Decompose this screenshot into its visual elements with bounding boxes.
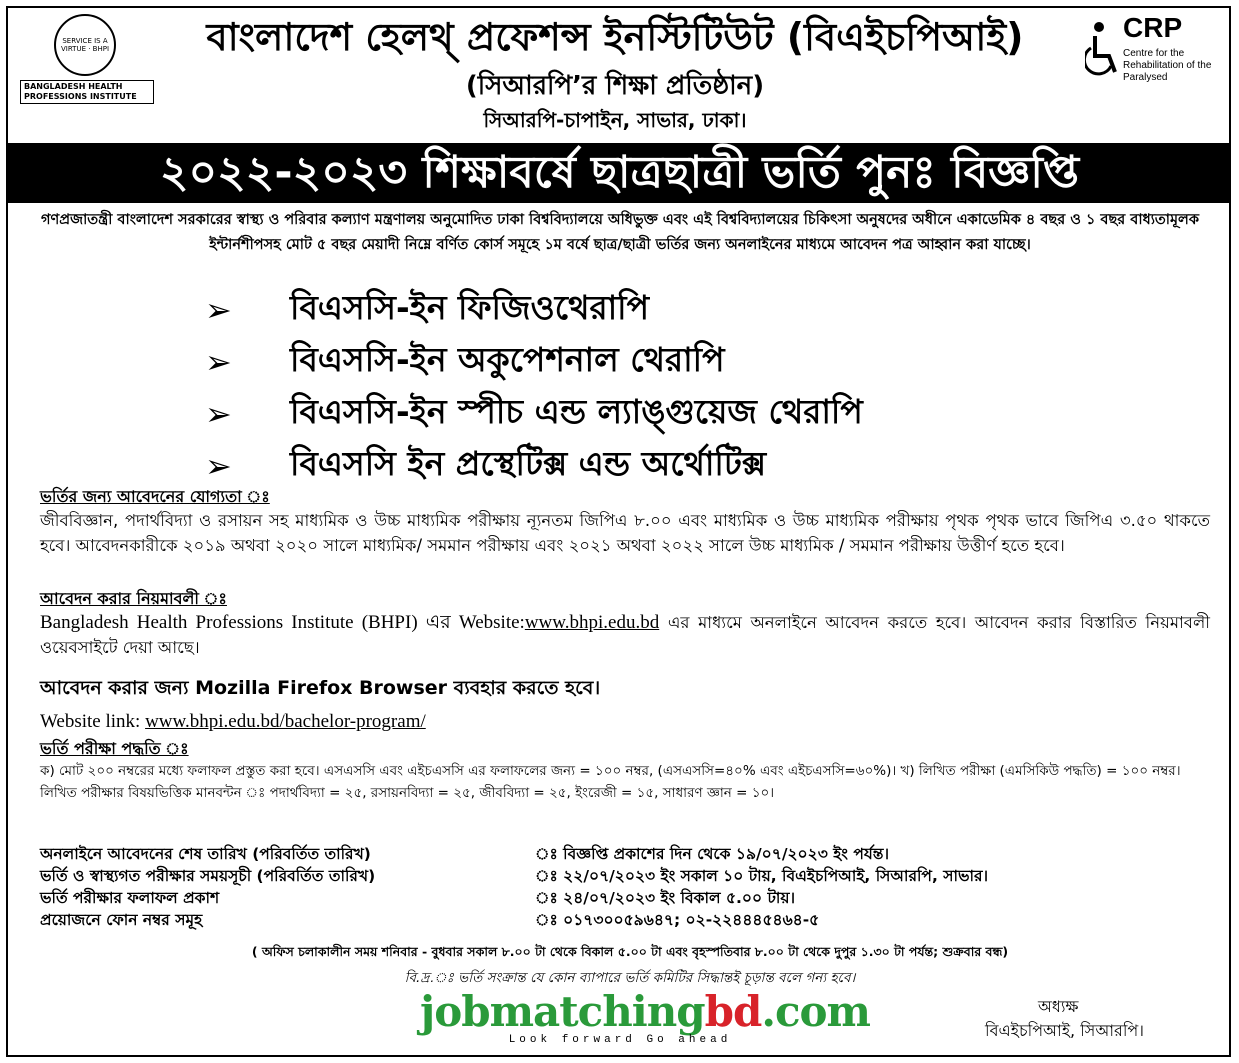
exam-line-2: লিখিত পরীক্ষার বিষয়ভিত্তিক মানবন্টন ঃ পদার্থবিদ্যা = ২৫, রসায়নবিদ্যা = ২৫, জীববিদ্যা = ২৫, ইংরেজী = ১৫, সাধারণ জ্ঞান = ১০। (40, 785, 775, 801)
table-row: ভর্তি ও স্বাস্থ্যগত পরীক্ষার সময়সূচী (পরিবর্তিত তারিখ) ঃ ২২/০৭/২০২৩ ইং সকাল ১০ টায়, বিএইচপিআই, সিআরপি, সাভার। (40, 867, 989, 885)
crp-logo (1085, 12, 1225, 112)
rules-title: আবেদন করার নিয়মাবলী ঃ (40, 589, 227, 608)
website-link-line: Website link: www.bhpi.edu.bd/bachelor-program/ (40, 711, 426, 732)
crp-tagline: Centre for the Rehabilitation of the Paralysed (1123, 48, 1212, 83)
wheelchair-icon (1085, 20, 1119, 80)
table-row: প্রয়োজনে ফোন নম্বর সমূহ ঃ ০১৭৩০০৫৯৬৪৭; ০২-২২৪৪৪৫৪৬৪-৫ (40, 911, 820, 929)
rules-section (40, 588, 1210, 736)
watermark-tagline: Look forward Go ahead (508, 1034, 732, 1046)
arrow-bullet-icon: ➢ (205, 343, 232, 381)
arrow-bullet-icon: ➢ (205, 395, 232, 433)
institute-title: বাংলাদেশ হেলথ্ প্রফেশন্স ইনস্টিটিউট (বিএইচপিআই) (206, 15, 1024, 59)
course-label: বিএসসি ইন প্রস্থেটিক্স এন্ড অর্থোটিক্স (290, 444, 767, 483)
watermark (420, 987, 870, 1046)
eligibility-title: ভর্তির জন্য আবেদনের যোগ্যতা ঃ (40, 487, 270, 506)
exam-title: ভর্তি পরীক্ষা পদ্ধতি ঃ (40, 739, 189, 758)
eligibility-section (40, 486, 1210, 558)
notice-banner: ২০২২-২০২৩ শিক্ষাবর্ষে ছাত্রছাত্রী ভর্তি পুনঃ বিজ্ঞপ্তি (8, 143, 1231, 203)
exam-section (40, 738, 1210, 804)
arrow-bullet-icon: ➢ (205, 291, 232, 329)
list-item (205, 440, 1105, 492)
eligibility-text: জীববিজ্ঞান, পদার্থবিদ্যা ও রসায়ন সহ মাধ্যমিক ও উচ্চ মাধ্যমিক পরীক্ষায় ন্যূনতম জিপিএ ৮.০০ এবং মাধ্যমিক ও উচ্চ মাধ্যমিক পরীক্ষায় পৃথক পৃথক ভাবে জিপিএ ৩.৫০ থাকতে হবে। আবেদনকারীকে ২০১৯ অথবা ২০২০ সালে মাধ্যমিক/ সমমান পরীক্ষায় এবং ২০২১ অথবা ২০২২ সালে উচ্চ মাধ্যমিক / সমমান পরীক্ষায় উত্তীর্ণ হতে হবে। (40, 511, 1210, 555)
table-row: ভর্তি পরীক্ষার ফলাফল প্রকাশ ঃ ২৪/০৭/২০২৩ ইং বিকাল ৫.০০ টায়। (40, 889, 796, 907)
watermark-logo: jobmatchingbd.com (420, 987, 870, 1036)
bhpi-seal-icon: SERVICE IS A VIRTUE · BHPI (54, 14, 116, 76)
course-label: বিএসসি-ইন অকুপেশনাল থেরাপি (290, 340, 725, 379)
course-label: বিএসসি-ইন ফিজিওথেরাপি (290, 288, 650, 327)
bhpi-logo (20, 12, 154, 102)
bhpi-website-link[interactable]: www.bhpi.edu.bd (524, 612, 660, 633)
dates-table (40, 843, 1220, 931)
list-item (205, 388, 1105, 440)
table-row: অনলাইনে আবেদনের শেষ তারিখ (পরিবর্তিত তারিখ) ঃ বিজ্ঞপ্তি প্রকাশের দিন থেকে ১৯/০৭/২০২৩ ইং পর্যন্ত। (40, 845, 889, 863)
institute-location: সিআরপি-চাপাইন, সাভার, ঢাকা। (483, 108, 747, 132)
office-hours-note: ( অফিস চলাকালীন সময় শনিবার - বুধবার সকাল ৮.০০ টা থেকে বিকাল ৫.০০ টা এবং বৃহস্পতিবার ৮.০০ টা থেকে দুপুর ১.৩০ টা পর্যন্ত; শুক্রবার বন্ধ) (251, 944, 1009, 959)
browser-note: আবেদন করার জন্য Mozilla Firefox Browser ব্যবহার করতে হবে। (40, 677, 601, 699)
bachelor-program-link[interactable]: www.bhpi.edu.bd/bachelor-program/ (145, 711, 426, 732)
arrow-bullet-icon: ➢ (205, 447, 232, 485)
institute-subtitle: (সিআরপি’র শিক্ষা প্রতিষ্ঠান) (465, 71, 765, 101)
signature-title: অধ্যক্ষ (1038, 997, 1079, 1016)
signature-block (985, 995, 1225, 1043)
signature-org: বিএইচপিআই, সিআরপি। (985, 1021, 1144, 1040)
course-list (205, 284, 1105, 492)
bhpi-logo-text: BANGLADESH HEALTH PROFESSIONS INSTITUTE (20, 80, 154, 104)
intro-paragraph: গণপ্রজাতন্ত্রী বাংলাদেশ সরকারের স্বাস্থ্য ও পরিবার কল্যাণ মন্ত্রণালয় অনুমোদিত ঢাকা বিশ্ববিদ্যালয়ে অধিভুক্ত এবং এই বিশ্ববিদ্যালয়ের চিকিৎসা অনুষদের অধীনে একাডেমিক ৪ বছর ও ১ বছর বাধ্যতামূলক ইন্টার্নশীপসহ মোট ৫ বছর মেয়াদী নিম্নে বর্ণিত কোর্স সমূহে ১ম বর্ষে ছাত্র/ছাত্রী ভর্তির জন্য অনলাইনের মাধ্যমে আবেদন পত্র আহ্বান করা যাচ্ছে। (41, 212, 1199, 253)
course-label: বিএসসি-ইন স্পীচ এন্ড ল্যাঙ্গুয়েজ থেরাপি (290, 392, 863, 431)
exam-line-1: ক) মোট ২০০ নম্বরের মধ্যে ফলাফল প্রস্তুত করা হবে। এসএসসি এবং এইচএসসি এর ফলাফলের জন্য = ১০০ নম্বর, (এসএসসি=৪০% এবং এইচএসসি=৬০%)। খ) লিখিত পরীক্ষা (এমসিকিউ পদ্ধতি) = ১০০ নম্বর। (40, 763, 1181, 779)
list-item (205, 336, 1105, 388)
crp-wordmark: CRP (1123, 12, 1183, 43)
final-note: বি.দ্র.ঃ ভর্তি সংক্রান্ত যে কোন ব্যাপারে ভর্তি কমিটির সিদ্ধান্তই চূড়ান্ত বলে গন্য হবে। (404, 970, 856, 986)
rules-text: Bangladesh Health Professions Institute (BHPI) এর Website:www.bhpi.edu.bd এর মাধ্যমে অনলাইনে আবেদন করতে হবে। আবেদন করার বিস্তারিত নিয়মাবলী ওয়েবসাইটে দেয়া আছে। (40, 612, 1210, 657)
header (0, 0, 1239, 140)
list-item (205, 284, 1105, 336)
